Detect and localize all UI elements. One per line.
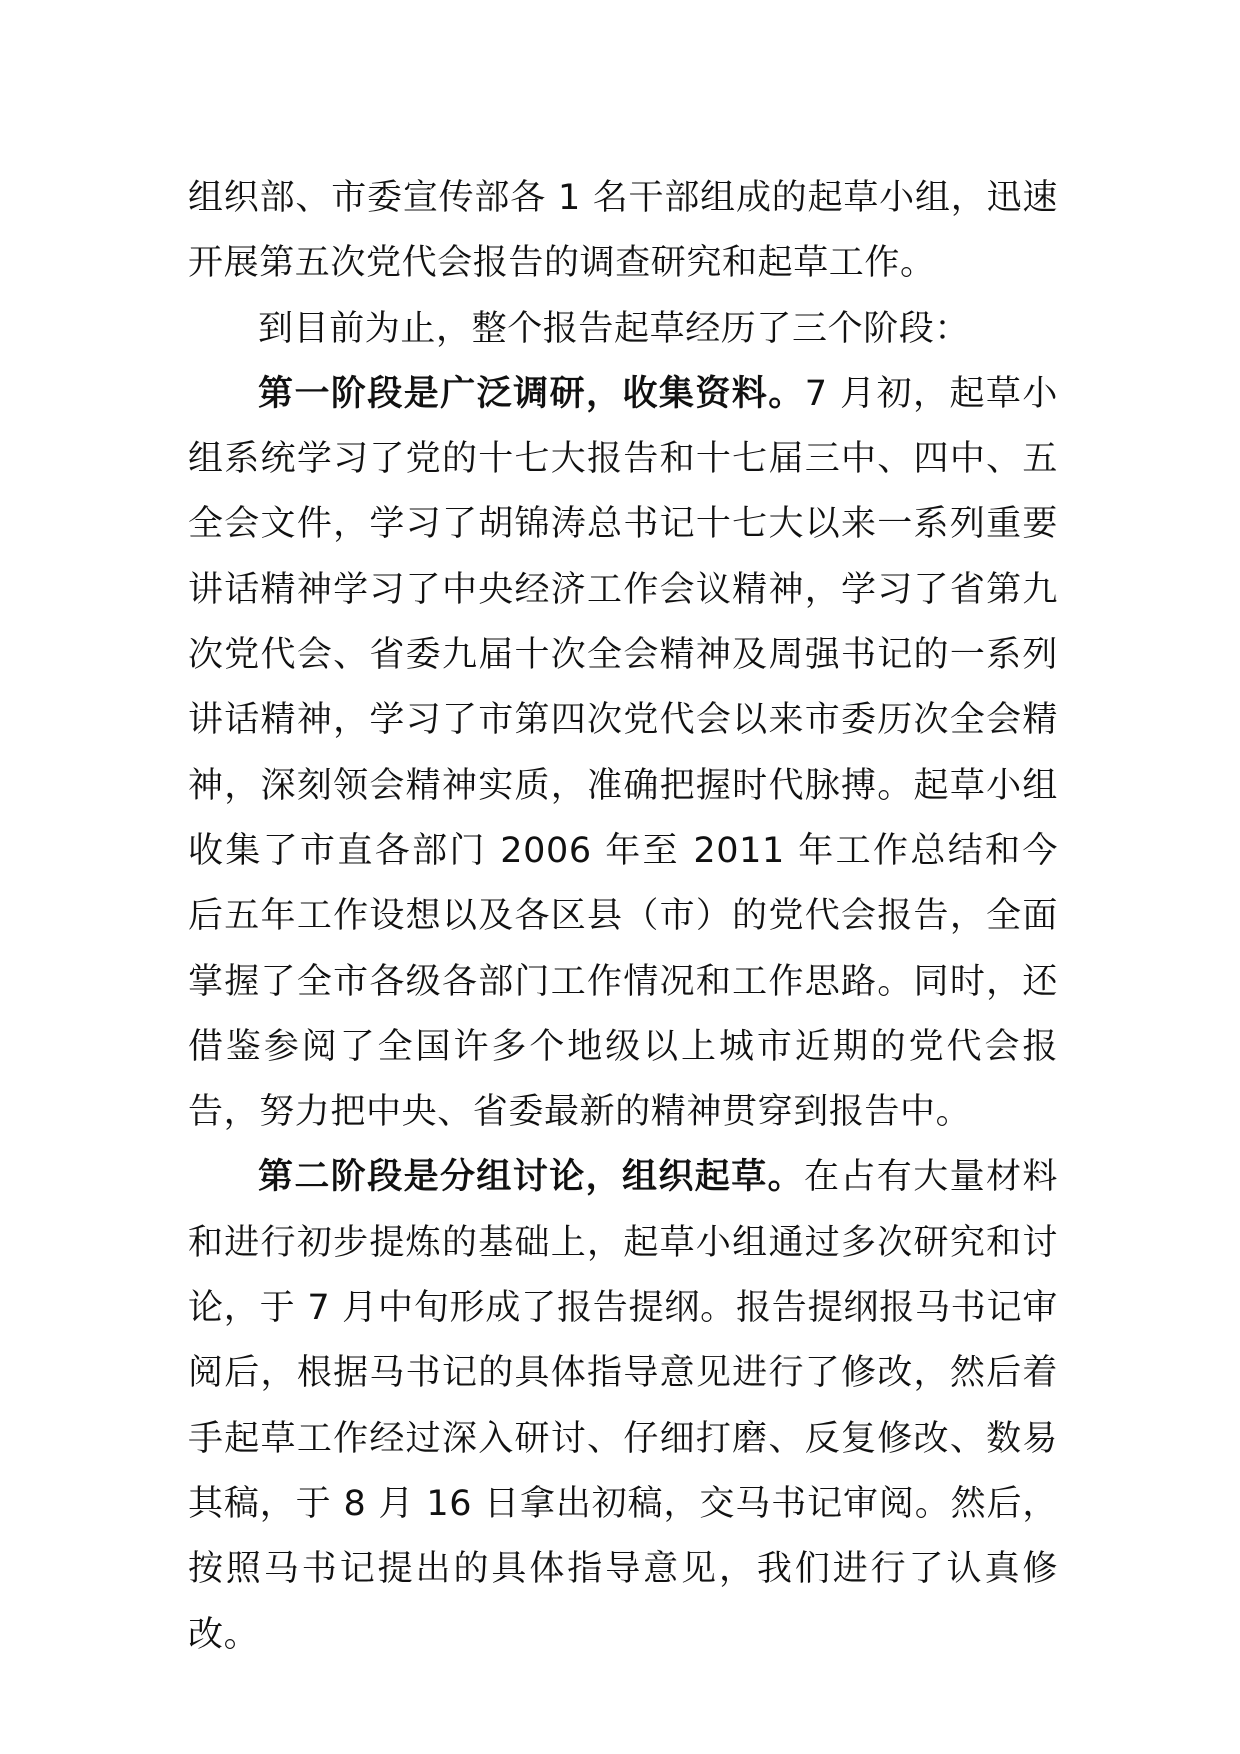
paragraph-stage-one (188, 362, 1058, 1146)
stage-one-heading: 第一阶段是广泛调研，收集资料。 (258, 373, 805, 414)
paragraph-text: 7 月初，起草小组系统学习了党的十七大报告和十七届三中、四中、五全会文件，学习了胡锦涛总书记十七大以来一系列重要讲话精神学习了中央经济工作会议精神，学习了省第九次党代会、省委九届十次全会精神及周强书记的一系列讲话精神，学习了市第四次党代会以来市委历次全会精神，深刻领会精神实质，准确把握时代脉搏。起草小组收集了市直各部门 2006 年至 2011 年工作总结和今后五年工作设想以及各区县（市）的党代会报告，全面掌握了全市各级各部门工作情况和工作思路。同时，还借鉴参阅了全国许多个地级以上城市近期的党代会报告，努力把中央、省委最新的精神贯穿到报告中。 (188, 373, 1058, 1133)
paragraph-continuation (188, 166, 1058, 297)
stage-two-heading: 第二阶段是分组讨论，组织起草。 (258, 1157, 804, 1198)
paragraph-text: 组织部、市委宣传部各 1 名干部组成的起草小组，迅速开展第五次党代会报告的调查研究和起草工作。 (188, 178, 1058, 284)
document-body (188, 166, 1058, 1668)
paragraph-stages-intro (188, 297, 1058, 362)
paragraph-stage-two (188, 1145, 1058, 1667)
paragraph-text: 到目前为止，整个报告起草经历了三个阶段： (258, 308, 971, 349)
paragraph-text: 在占有大量材料和进行初步提炼的基础上，起草小组通过多次研究和讨论，于 7 月中旬形成了报告提纲。报告提纲报马书记审阅后，根据马书记的具体指导意见进行了修改，然后着手起草工作经过深入研讨、仔细打磨、反复修改、数易其稿，于 8 月 16 日拿出初稿，交马书记审阅。然后，按照马书记提出的具体指导意见，我们进行了认真修改。 (188, 1157, 1058, 1655)
